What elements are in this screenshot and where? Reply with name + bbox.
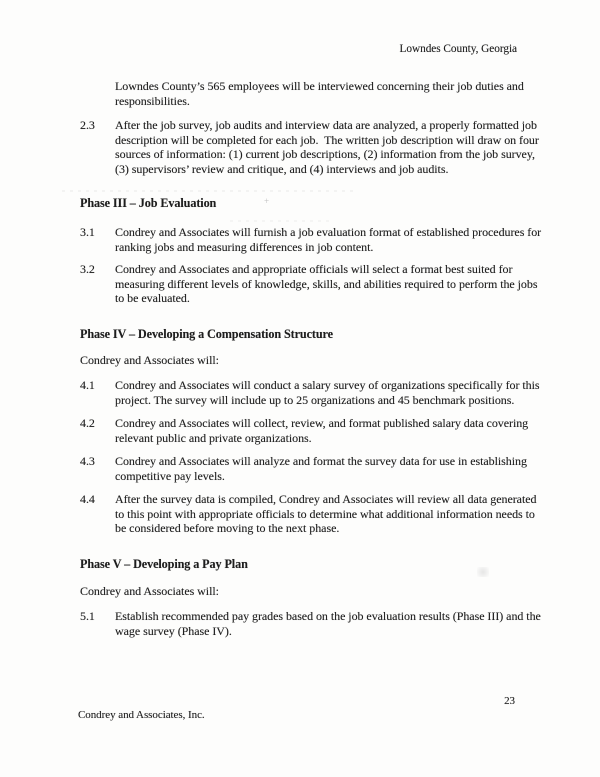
item-number: 4.1 bbox=[80, 378, 95, 392]
numbered-item-4-1 bbox=[80, 378, 540, 407]
page-number: 23 bbox=[504, 695, 515, 707]
scan-noise-row bbox=[62, 190, 358, 192]
text-line: sources of information: (1) current job descriptions, (2) information from the job survey, bbox=[115, 147, 535, 161]
numbered-item-4-3 bbox=[80, 454, 527, 483]
text-line: responsibilities. bbox=[115, 93, 190, 108]
section-heading-phase-iii: Phase III – Job Evaluation bbox=[80, 196, 217, 210]
item-text bbox=[115, 609, 541, 638]
numbered-item-4-2 bbox=[80, 416, 528, 445]
lead-in-phase-iv: Condrey and Associates will: bbox=[80, 353, 219, 367]
section-heading-phase-v: Phase V – Developing a Pay Plan bbox=[80, 557, 248, 571]
text-line: be considered before moving to the next phase. bbox=[115, 521, 340, 535]
item-number: 3.2 bbox=[80, 262, 95, 276]
footer-company-name: Condrey and Associates, Inc. bbox=[78, 709, 205, 721]
numbered-item-2-3 bbox=[80, 118, 539, 176]
text-line: Condrey and Associates will furnish a job evaluation format of established procedures for bbox=[115, 225, 542, 239]
item-text bbox=[115, 225, 541, 254]
item-text bbox=[115, 118, 539, 176]
text-line: to this point with appropriate officials to determine what additional information needs to bbox=[115, 506, 535, 521]
numbered-item-5-1 bbox=[80, 609, 541, 638]
numbered-item-3-2 bbox=[80, 262, 537, 306]
numbered-item-4-4 bbox=[80, 492, 536, 536]
text-line: to be evaluated. bbox=[115, 291, 190, 305]
text-line: ranking jobs and measuring differences in job content. bbox=[115, 239, 374, 254]
text-line: competitive pay levels. bbox=[115, 468, 225, 483]
text-line: measuring different levels of knowledge, skills, and abilities required to perform the jobs bbox=[115, 276, 538, 291]
text-line: Establish recommended pay grades based on the job evaluation results (Phase III) and the bbox=[115, 609, 541, 623]
item-text bbox=[115, 262, 537, 306]
text-line: (3) supervisors’ review and critique, and (4) interviews and job audits. bbox=[115, 161, 449, 176]
text-line: relevant public and private organizations. bbox=[115, 430, 312, 445]
text-line: Lowndes County’s 565 employees will be interviewed concerning their job duties and bbox=[115, 79, 524, 93]
item-text bbox=[115, 416, 528, 445]
text-line: Condrey and Associates will analyze and format the survey data for use in establishing bbox=[115, 454, 527, 468]
paragraph-intro bbox=[115, 79, 524, 108]
running-header-location: Lowndes County, Georgia bbox=[399, 43, 517, 55]
item-number: 4.3 bbox=[80, 454, 95, 468]
text-line: project. The survey will include up to 25 organizations and 45 benchmark positions. bbox=[115, 392, 515, 407]
item-number: 4.4 bbox=[80, 492, 95, 506]
text-line: After the survey data is compiled, Condrey and Associates will review all data generated bbox=[115, 492, 537, 506]
item-number: 3.1 bbox=[80, 225, 95, 239]
scan-artifact-mark: + bbox=[264, 196, 270, 206]
text-line: wage survey (Phase IV). bbox=[115, 623, 232, 638]
scan-smudge bbox=[477, 567, 489, 577]
item-number: 5.1 bbox=[80, 609, 95, 623]
text-line: Condrey and Associates will collect, review, and format published salary data covering bbox=[115, 416, 529, 430]
section-heading-phase-iv: Phase IV – Developing a Compensation Structure bbox=[80, 327, 333, 341]
item-text bbox=[115, 492, 536, 536]
scan-noise-row bbox=[230, 220, 332, 222]
item-number: 4.2 bbox=[80, 416, 95, 430]
text-line: description will be completed for each job. The written job description will draw on four bbox=[115, 132, 539, 147]
text-line: Condrey and Associates and appropriate officials will select a format best suited for bbox=[115, 262, 513, 276]
item-text bbox=[115, 454, 527, 483]
item-number: 2.3 bbox=[80, 118, 95, 132]
numbered-item-3-1 bbox=[80, 225, 541, 254]
text-line: Condrey and Associates will conduct a salary survey of organizations specifically for this bbox=[115, 378, 540, 392]
lead-in-phase-v: Condrey and Associates will: bbox=[80, 584, 219, 598]
item-text bbox=[115, 378, 540, 407]
text-line: After the job survey, job audits and interview data are analyzed, a properly formatted job bbox=[115, 118, 537, 132]
